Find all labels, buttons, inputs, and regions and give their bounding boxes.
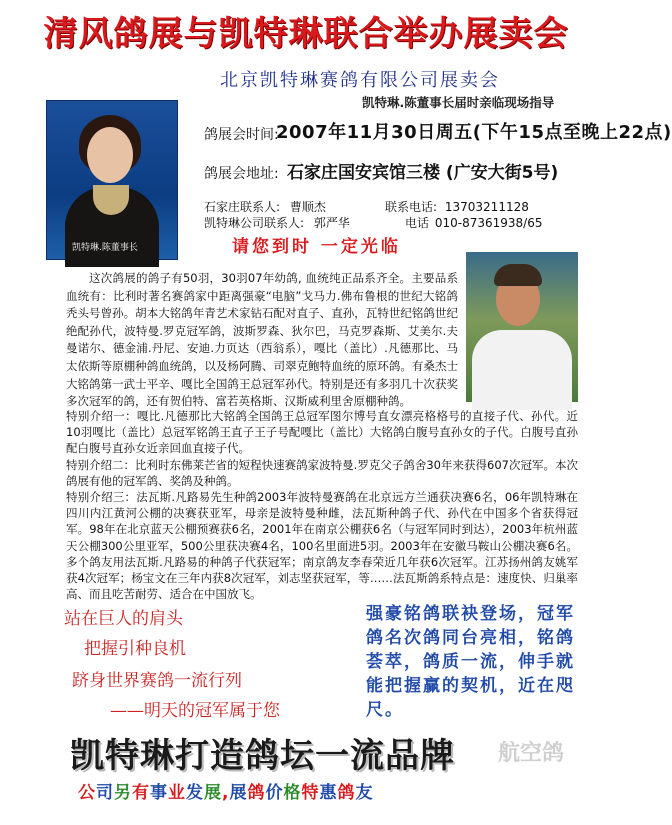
fancier-photo	[466, 252, 578, 402]
event-time-label: 鸽展会时间:	[204, 127, 279, 143]
footer-char: ,	[222, 783, 230, 803]
watermark-text: 航空鸽	[498, 741, 565, 766]
contact-name: 曹顺杰	[289, 200, 326, 214]
promo-blurb: 强豪铭鸽联袂登场，冠军鸽名次鸽同台亮相，铭鸽荟萃，鸽质一流，伸手就能把握赢的契机，近在咫尺。	[366, 604, 575, 720]
footer-char: 公	[78, 783, 96, 803]
contact-phone-row	[385, 198, 529, 215]
contact-row	[204, 214, 350, 231]
slogan-line: ——明天的冠军属于您	[110, 701, 280, 721]
contact-phone-label: 电话	[405, 216, 430, 230]
contact-row	[204, 198, 326, 215]
contact-label: 石家庄联系人:	[204, 200, 281, 214]
footer-char: 发	[186, 783, 204, 803]
footer-char: 格	[283, 783, 302, 803]
invitation-text: 请您到时 一定光临	[232, 237, 401, 257]
contact-phone: 010-87361938/65	[434, 216, 543, 230]
special-intro-1: 特别介绍一：嘎比.凡德那比大铭鸽全国鸽王总冠军图尔博号直女漂亮格格号的直接子代、孙代。近10羽嘎比（盖比）总冠军铭鸽王直子王子号配嘎比（盖比）大铭鸽白腹号直孙女的子代。白腹号直孙配白腹号直孙女近亲回血直接子代。	[66, 409, 578, 456]
special-intro-3: 特别介绍三：法瓦斯.凡路易先生种鸽2003年波特曼赛鸽在北京远方兰通获决赛6名，06年凯特琳在四川内江黄河公棚的决赛获亚军，母亲是波特曼种雌，法瓦斯种鸽子代、孙代在中国多个省获得冠军。98年在北京蓝天公棚预赛获6名，2001年在南京公棚获6名（与冠军同时到达），2003年杭州蓝天公棚300公里亚军，500公里获决赛4名，100名里面进5羽。2003年在安徽马鞍山公棚决赛6名。多个鸽友用法瓦斯.凡路易的种鸽子代获冠军；南京鸽友李春荣近几年获6次冠军。江苏扬州鸽友姚军获4次冠军；杨宝文在三年内获8次冠军，刘志坚获冠军，等……法瓦斯鸽系特点是：速度快、归巢率高、而且吃苦耐劳、适合在中国放飞。	[66, 490, 578, 602]
page-title: 清风鸽展与凯特琳联合举办展卖会	[43, 14, 569, 54]
special-intros	[66, 408, 578, 602]
page-subtitle: 北京凯特琳赛鸽有限公司展卖会	[220, 70, 500, 91]
footer-char: 鸽	[337, 783, 356, 803]
footer-char: 业	[168, 783, 186, 803]
brand-slogan: 凯特琳打造鸽坛一流品牌	[70, 736, 455, 776]
contact-phone-label: 联系电话:	[385, 200, 438, 214]
contact-label: 凯特琳公司联系人:	[204, 216, 305, 230]
slogan-line: 把握引种良机	[84, 639, 186, 659]
contact-phone-row	[405, 214, 542, 231]
event-time-value: 2007年11月30日周五(下午15点至晚上22点)	[276, 122, 672, 143]
footer-char: 展	[229, 783, 248, 803]
slogan-line: 站在巨人的肩头	[64, 609, 183, 629]
event-address-label: 鸽展会地址:	[204, 166, 279, 182]
footer-char: 价	[265, 783, 284, 803]
contact-phone: 13703211128	[444, 200, 529, 214]
footer-char: 展	[204, 783, 222, 803]
bloodline-description: 这次鸽展的鸽子有50羽，30羽07年幼鸽, 血统纯正品系齐全。主要品系血统有：比利时著名赛鸽家中距离强豪“电脑”戈马力.佛布鲁根的世纪大铭鸽秃头号曾孙。胡本大铭鸽年青艺术家钻石配对直子、直孙，瓦特世纪铭鸽世纪绝配孙代，波特曼.罗克冠军鸽，波斯罗森、狄尔巴，马克罗森斯、艾美尔.夫曼诺尔、德金浦.丹尼、安迪.力页达（西翁系），嘎比（盖比）.凡德那比、马太依斯等原棚种鸽血统鸽，以及杨阿腾、司翠克鲍特血统的原环鸽。有桑杰士大铭鸽第一武士平辛、嘎比全国鸽王总冠军孙代。特别是还有多羽几十次获奖多次冠军的鸽，还有贺伯特、富若英格斯、汉斯威利里舍原棚种鸽。	[66, 271, 458, 409]
chairman-photo-caption: 凯特琳.陈董事长	[72, 243, 138, 253]
chairman-photo	[46, 100, 178, 260]
footer-char: 司	[96, 783, 114, 803]
footer-char: 有	[132, 783, 150, 803]
footer-char: 鸽	[247, 783, 266, 803]
footer-char: 惠	[319, 783, 338, 803]
footer-char: 另	[114, 783, 132, 803]
event-address-value: 石家庄国安宾馆三楼 (广安大街5号)	[287, 163, 559, 183]
contact-name: 郭严华	[313, 216, 350, 230]
footer-char: 特	[301, 783, 320, 803]
guide-note: 凯特琳.陈董事长届时亲临现场指导	[362, 95, 555, 110]
special-intro-2: 特别介绍二：比利时东佛莱芒省的短程快速赛鸽家波特曼.罗克父子鸽舍30年来获得607次冠军。本次鸽展有他的冠军鸽、奖鸽及种鸽。	[66, 457, 578, 488]
slogan-line: 跻身世界赛鸽一流行列	[72, 671, 242, 691]
footer-char: 友	[355, 783, 374, 803]
footer-char: 事	[150, 783, 168, 803]
footer-notice	[78, 778, 373, 803]
